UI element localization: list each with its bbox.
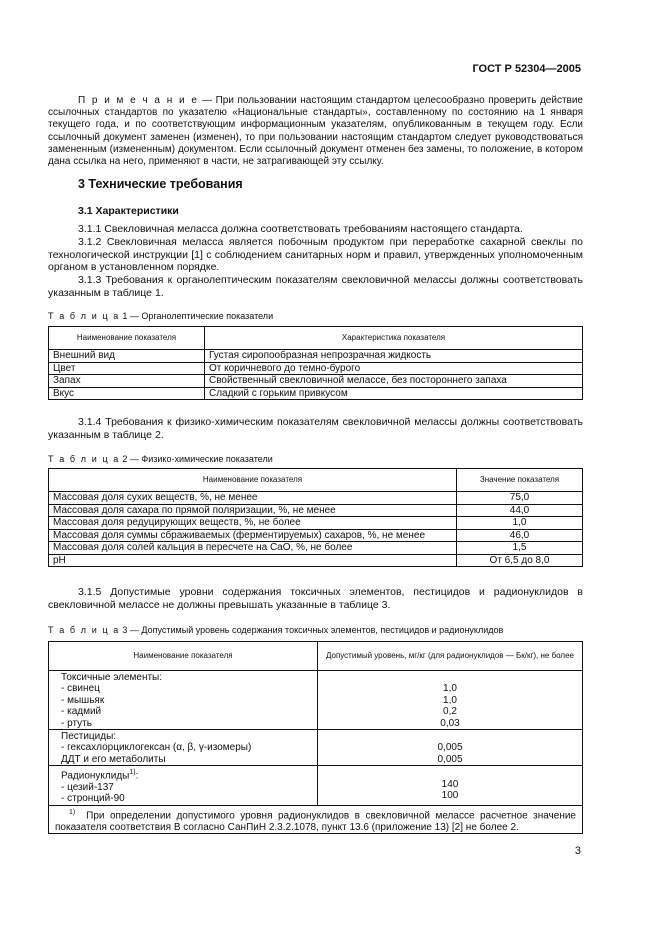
footnote-ref: 1) <box>129 769 136 777</box>
subsection-title: 3.1 Характеристики <box>78 205 179 217</box>
table-header: Наименование показателя <box>49 469 457 492</box>
paragraph-3-1-1: 3.1.1 Свекловичная меласса должна соответствовать требованиям настоящего стандарта. <box>78 223 523 235</box>
table-footnote-row: $^{1)}$ При определении допустимого уровня радионуклидов в свекловичной мелассе расчетное значение показателя соответствия В согласно СанПиН 2.3.2.1078, пункт 13.6 (приложение 13) [2] не более 2. <box>49 805 583 833</box>
table-row: Пестициды: - гексахлорциклогексан (α, β, γ-изомеры) ДДТ и его метаболиты 0,005 0,005 <box>49 730 583 766</box>
section-title: 3 Технические требования <box>78 177 243 191</box>
paragraph-3-1-2: 3.1.2 Свекловичная меласса является побочным продуктом при переработке сахарной свеклы по технологической инструкции [1] с соблюдением санитарных норм и правил, утвержденных уполномоченным органом в установленном порядке. <box>48 236 583 274</box>
table-header: Наименование показателя <box>49 642 318 671</box>
table-header: Допустимый уровень, мг/кг (для радионуклидов — Бк/кг), не более <box>318 642 583 671</box>
paragraph-3-1-3: 3.1.3 Требования к органолептическим показателям свекловичной мелассы должны соответствовать указанным в таблице 1. <box>48 274 583 299</box>
document-id: ГОСТ Р 52304—2005 <box>472 63 581 75</box>
note-block <box>48 95 583 168</box>
table-header: Наименование показателя <box>49 327 205 350</box>
table1-caption: Т а б л и ц а 1 — Органолептические показатели <box>48 311 274 321</box>
note-text: — При пользовании настоящим стандартом целесообразно проверить действие ссылочных стандартов по указателю «Национальные стандарты», составленному по состоянию на 1 января текущего года, и по соответствующим информационным указателям, опубликованным в текущем году. Если ссылочный документ заменен (изменен), то при пользовании настоящим стандартом следует руководствоваться замененным (измененным) документом. Если ссылочный документ отменен без замены, то положение, в котором дана ссылка на него, применяют в части, не затрагивающей эту ссылку. <box>48 95 583 168</box>
table-row: Цвет От коричневого до темно-бурого <box>49 362 583 375</box>
table-header: Характеристика показателя <box>205 327 583 350</box>
paragraph-3-1-5: 3.1.5 Допустимые уровни содержания токсичных элементов, пестицидов и радионуклидов в свекловичной мелассе не должны превышать указанные в таблице 3. <box>48 586 583 611</box>
paragraph-3-1-4: 3.1.4 Требования к физико-химическим показателям свекловичной мелассы должны соответствовать указанным в таблице 2. <box>48 416 583 441</box>
table-row: Радионуклиды$^{1)}$: - цезий-137 - стронций-90 140 100 <box>49 766 583 806</box>
table-row: pH От 6,5 до 8,0 <box>49 554 583 567</box>
table-header: Значение показателя <box>457 469 583 492</box>
page-number: 3 <box>574 845 581 857</box>
table-row: Внешний вид Густая сиропообразная непрозрачная жидкость <box>49 350 583 363</box>
table2-caption: Т а б л и ц а 2 — Физико-химические показатели <box>48 454 273 464</box>
table-row: Массовая доля сахара по прямой поляризации, %, не менее 44,0 <box>49 504 583 517</box>
table-row: Массовая доля солей кальция в пересчете на CaO, %, не более 1,5 <box>49 542 583 555</box>
table-row: Вкус Сладкий с горьким привкусом <box>49 387 583 400</box>
table-row: Массовая доля сухих веществ, %, не менее 75,0 <box>49 492 583 505</box>
table-footnote: При определении допустимого уровня радионуклидов в свекловичной мелассе расчетное значение показателя соответствия В согласно СанПиН 2.3.2.1078, пункт 13.6 (приложение 13) [2] не более 2. <box>55 810 576 833</box>
table-row: Токсичные элементы: - свинец - мышьяк - кадмий - ртуть 1,0 1,0 0,2 0,03 <box>49 671 583 730</box>
note-label: П р и м е ч а н и е <box>78 95 199 106</box>
table3-caption: Т а б л и ц а 3 — Допустимый уровень содержания токсичных элементов, пестицидов и радионуклидов <box>48 625 504 635</box>
table-organoleptic <box>48 326 583 400</box>
table-toxic-limits <box>48 641 583 834</box>
table-physico-chemical <box>48 468 583 567</box>
table-row: Массовая доля суммы сбраживаемых (ферментируемых) сахаров, %, не менее 46,0 <box>49 529 583 542</box>
table-row: Массовая доля редуцирующих веществ, %, не более 1,0 <box>49 517 583 530</box>
table-row: Запах Свойственный свекловичной мелассе, без постороннего запаха <box>49 375 583 388</box>
